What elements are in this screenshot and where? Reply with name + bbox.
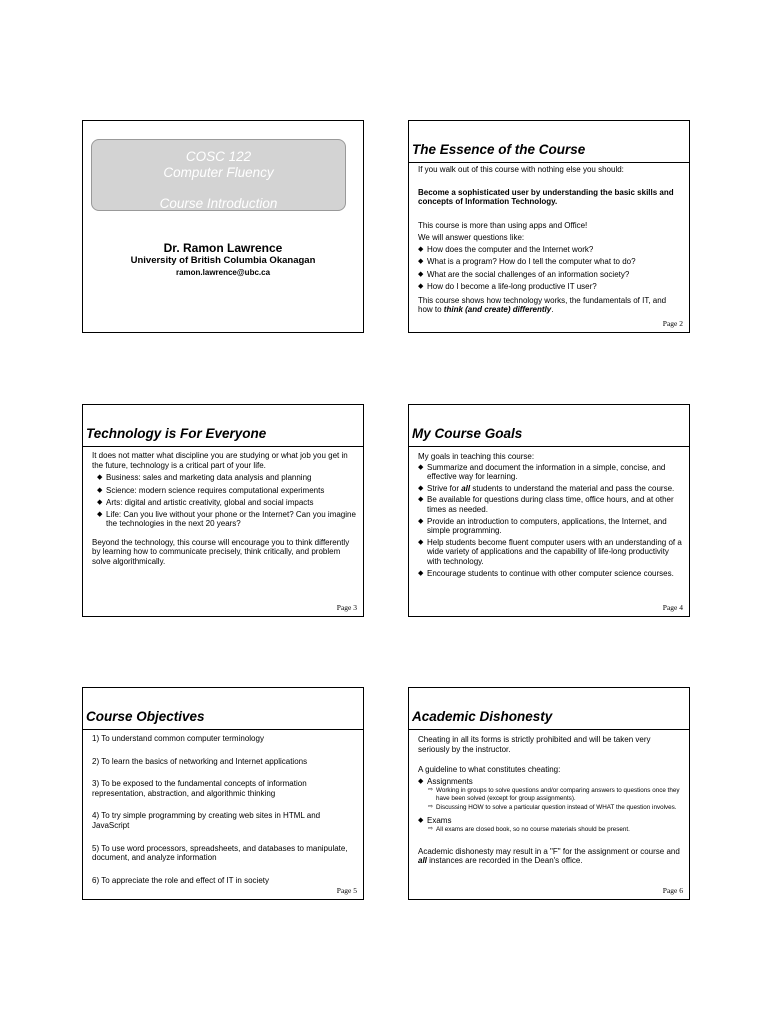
text-line: We will answer questions like: [418, 232, 525, 242]
list-item: ◆ Life: Can you live without your phone or the Internet? Can you imagine the technologies in the next 20 years? [97, 509, 356, 529]
list-item: ◆ What is a program? How do I tell the computer what to do? [418, 256, 683, 269]
sub-bullet-list [418, 787, 683, 812]
text-line: This course is more than using apps and Office! [418, 220, 588, 230]
bullet-list [418, 776, 683, 787]
page-number: Page 6 [662, 886, 683, 895]
slide-title: My Course Goals [412, 426, 523, 441]
objective-item: 2) To learn the basics of networking and Internet applications [92, 756, 308, 766]
diamond-bullet-icon: ◆ [418, 270, 424, 278]
slide-title: Course Objectives [86, 709, 205, 724]
diamond-bullet-icon: ◆ [418, 463, 424, 471]
university: University of British Columbia Okanagan [130, 255, 316, 266]
slide-body [92, 734, 357, 885]
diamond-bullet-icon: ◆ [418, 816, 424, 824]
slide-body [92, 451, 357, 567]
diamond-bullet-icon: ◆ [418, 496, 424, 504]
course-name: Computer Fluency [163, 165, 274, 180]
list-item: ◆ Assignments [418, 777, 473, 787]
diamond-bullet-icon: ◆ [97, 510, 103, 518]
objective-item: 5) To use word processors, spreadsheets, and databases to manipulate, document, and analyze information [92, 843, 348, 863]
slide-2 [408, 120, 690, 333]
diamond-bullet-icon: ◆ [418, 245, 424, 253]
slide-body [418, 165, 683, 315]
title-divider [409, 162, 689, 163]
slide-title: Academic Dishonesty [412, 709, 553, 724]
slide-3 [82, 404, 364, 617]
objective-item: 4) To try simple programming by creating web sites in HTML and JavaScript [92, 811, 321, 830]
sub-list-item: ⇨ Working in groups to solve questions and/or comparing answers to questions once they have been solved (except for group assignments). [428, 787, 680, 802]
bullet-list [418, 815, 683, 826]
page-number: Page 5 [336, 886, 357, 895]
sub-list-item: ⇨ All exams are closed book, so no course materials should be present. [428, 825, 630, 833]
bullet-list [97, 472, 357, 529]
title-divider [409, 729, 689, 730]
closing-text: Academic dishonesty may result in a "F" for the assignment or course and all instances are recorded in the Dean's office. [418, 846, 680, 866]
diamond-bullet-icon: ◆ [418, 484, 424, 492]
page-number: Page 3 [336, 603, 357, 612]
title-box [91, 139, 346, 211]
diamond-bullet-icon: ◆ [418, 778, 424, 786]
intro-text: Cheating in all its forms is strictly prohibited and will be taken very seriously by the instructor. [418, 735, 651, 754]
list-item: ◆ How do I become a life-long productive IT user? [418, 281, 683, 294]
key-point: Become a sophisticated user by understanding the basic skills and concepts of Information Technology. [418, 187, 674, 207]
closing-text: This course shows how technology works, the fundamentals of IT, and how to think (and create) differently. [418, 295, 667, 315]
diamond-bullet-icon: ◆ [418, 283, 424, 291]
author-name: Dr. Ramon Lawrence [163, 241, 283, 255]
list-item: ◆ Be available for questions during class time, office hours, and at other times as needed. [418, 495, 674, 514]
sub-bullet-list [418, 826, 683, 834]
list-item: ◆ Help students become fluent computer users with an understanding of a wide variety of applications and the capability of life-long productivity with technology. [418, 537, 682, 566]
diamond-bullet-icon: ◆ [418, 517, 424, 525]
lecture-title: Course Introduction [159, 196, 278, 211]
objective-item: 1) To understand common computer terminology [92, 734, 264, 743]
list-item: ◆ Provide an introduction to computers, applications, the Internet, and simple programming. [418, 516, 667, 536]
objective-item: 3) To be exposed to the fundamental concepts of information representation, abstraction, and algorithmic thinking [92, 779, 307, 798]
course-code: COSC 122 [185, 149, 252, 164]
list-item: ◆ Exams [418, 815, 452, 825]
slide-4 [408, 404, 690, 617]
diamond-bullet-icon: ◆ [418, 258, 424, 266]
bullet-list [418, 244, 683, 294]
page-number: Page 4 [662, 603, 683, 612]
title-divider [409, 446, 689, 447]
slide-body [418, 735, 683, 866]
list-item: ◆ Summarize and document the information in a simple, concise, and effective way for learning. [418, 462, 666, 482]
arrow-bullet-icon: ⇨ [428, 787, 434, 794]
diamond-bullet-icon: ◆ [418, 569, 424, 577]
closing-text: Beyond the technology, this course will encourage you to think differently by learning how to communicate precisely, think critically, and problem solve algorithmically. [92, 537, 350, 567]
guideline-text: A guideline to what constitutes cheating: [418, 765, 561, 775]
slide-6 [408, 687, 690, 900]
title-divider [83, 446, 363, 447]
slide-5 [82, 687, 364, 900]
diamond-bullet-icon: ◆ [97, 486, 103, 494]
slide-title: Technology is For Everyone [86, 426, 267, 441]
diamond-bullet-icon: ◆ [97, 499, 103, 507]
intro-text: My goals in teaching this course: [418, 452, 535, 461]
arrow-bullet-icon: ⇨ [428, 804, 434, 811]
page-number: Page 2 [662, 319, 683, 328]
list-item: ◆ Science: modern science requires computational experiments [97, 485, 357, 498]
list-item: ◆ What are the social challenges of an information society? [418, 269, 683, 282]
author-email: ramon.lawrence@ubc.ca [175, 268, 271, 277]
intro-text: If you walk out of this course with nothing else you should: [418, 165, 624, 174]
bullet-list [418, 463, 683, 579]
list-item: ◆ Business: sales and marketing data analysis and planning [97, 472, 357, 485]
list-item: ◆ How does the computer and the Internet work? [418, 244, 683, 257]
list-item: ◆ Arts: digital and artistic creativity, global and social impacts [97, 497, 357, 510]
arrow-bullet-icon: ⇨ [428, 825, 434, 832]
title-divider [83, 729, 363, 730]
list-item: ◆ Strive for all students to understand the material and pass the course. [418, 483, 675, 493]
sub-list-item: ⇨ Discussing HOW to solve a particular question instead of WHAT the question involves. [428, 804, 677, 812]
intro-text: It does not matter what discipline you are studying or what job you get in the future, technology is a critical part of your life. [92, 451, 348, 470]
slide-body [418, 452, 683, 578]
diamond-bullet-icon: ◆ [418, 538, 424, 546]
slide-1 [82, 120, 364, 333]
objective-item: 6) To appreciate the role and effect of IT in society [92, 875, 269, 885]
author-block [83, 241, 363, 278]
list-item: ◆ Encourage students to continue with other computer science courses. [418, 568, 674, 578]
diamond-bullet-icon: ◆ [97, 474, 103, 482]
slide-title: The Essence of the Course [412, 142, 586, 157]
